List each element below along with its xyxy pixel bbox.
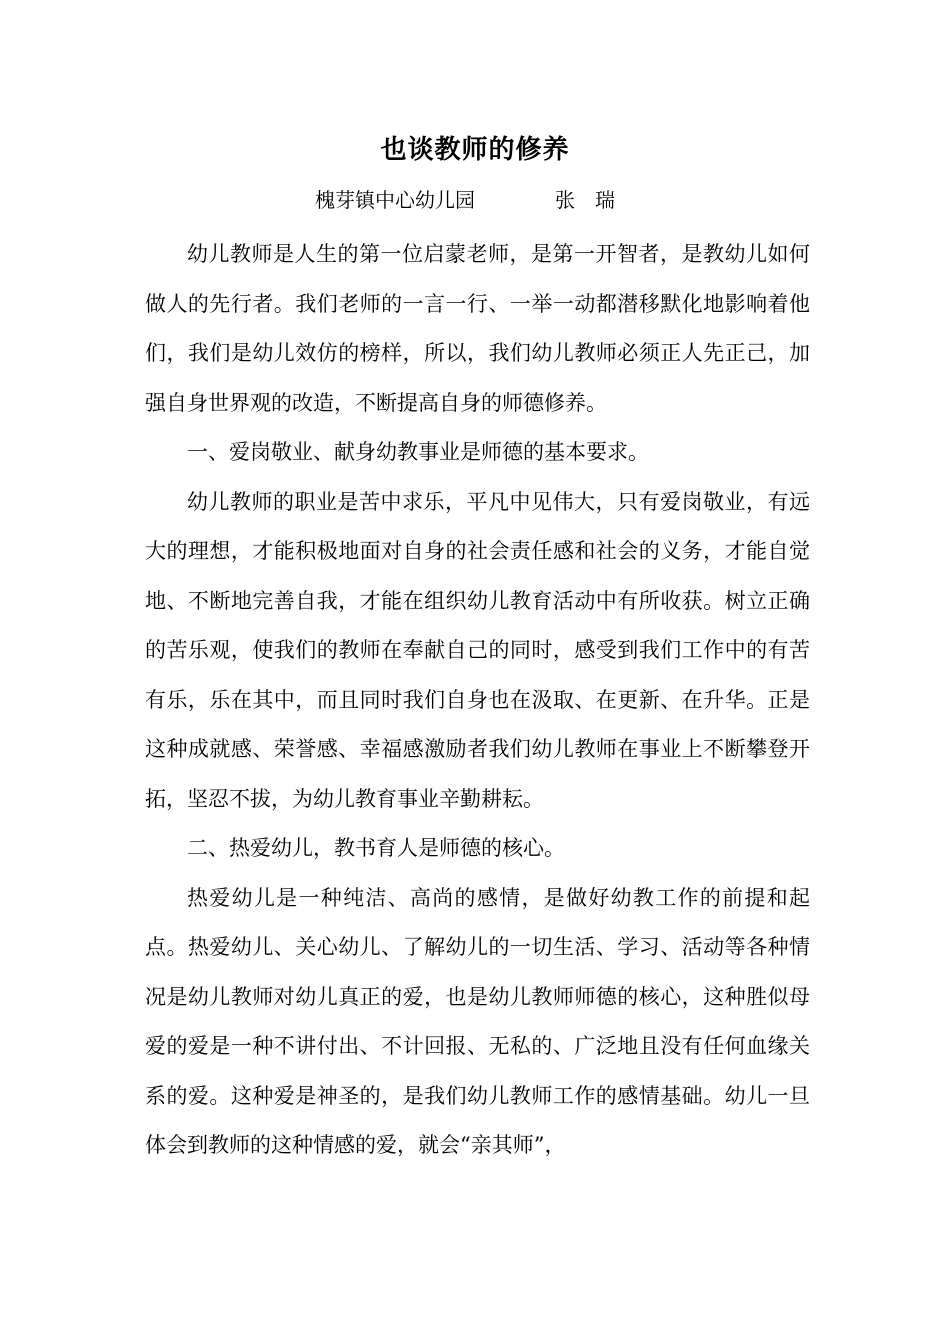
paragraph-section-2: 热爱幼儿是一种纯洁、高尚的感情，是做好幼教工作的前提和起点。热爱幼儿、关心幼儿、了解幼儿的一切生活、学习、活动等各种情况是幼儿教师对幼儿真正的爱，也是幼儿教师师德的核心，这种胜似母爱的爱是一种不讲付出、不计回报、无私的、广泛地且没有任何血缘关系的爱。这种爱是神圣的，是我们幼儿教师工作的感情基础。幼儿一旦体会到教师的这种情感的爱，就会“亲其师”，	[145, 885, 810, 1157]
author-name: 张瑞	[555, 188, 635, 212]
school-name: 槐芽镇中心幼儿园	[315, 188, 475, 212]
document-body	[145, 230, 810, 1171]
byline	[0, 184, 950, 216]
document-title: 也谈教师的修养	[380, 135, 570, 165]
paragraph-section-1: 幼儿教师的职业是苦中求乐，平凡中见伟大，只有爱岗敬业，有远大的理想，才能积极地面对自身的社会责任感和社会的义务，才能自觉地、不断地完善自我，才能在组织幼儿教育活动中有所收获。树立正确的苦乐观，使我们的教师在奉献自己的同时，感受到我们工作中的有苦有乐，乐在其中，而且同时我们自身也在汲取、在更新、在升华。正是这种成就感、荣誉感、幸福感激励者我们幼儿教师在事业上不断攀登开拓，坚忍不拔，为幼儿教育事业辛勤耕耘。	[145, 489, 810, 811]
paragraph-intro: 幼儿教师是人生的第一位启蒙老师，是第一开智者，是教幼儿如何做人的先行者。我们老师的一言一行、一举一动都潜移默化地影响着他们，我们是幼儿效仿的榜样，所以，我们幼儿教师必须正人先正己，加强自身世界观的改造，不断提高自身的师德修养。	[145, 242, 810, 415]
section-heading-2: 二、热爱幼儿，教书育人是师德的核心。	[187, 836, 565, 860]
section-heading-1: 一、爱岗敬业、献身幼教事业是师德的基本要求。	[187, 440, 649, 464]
